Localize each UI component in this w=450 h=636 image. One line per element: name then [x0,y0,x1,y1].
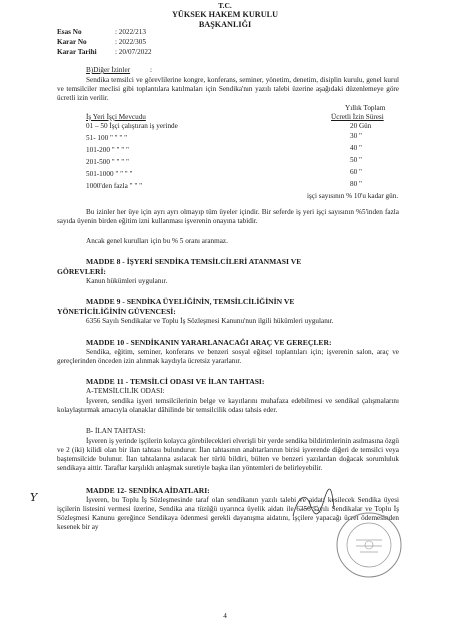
madde-9-body: 6356 Sayılı Sendikalar ve Toplu İş Sözleşmesi Kanunu'nun ilgili hükümleri uygulanır. [86,317,334,325]
table-right-header-2: Ücretli İzin Süresi [331,113,384,121]
table-row-right: 60 " [350,168,362,176]
meta-label: Esas No [57,28,82,36]
madde-8-heading-cont: GÖREVLERİ: [57,267,106,276]
madde-11-sub-b: B- İLAN TAHTASI: [86,427,146,435]
madde-12-body: İşveren, bu Toplu İş Sözleşmesinde taraf olan sendikanın yazılı talebi ve aidatı kesilecek Sendika üyesi işçilerin listesini vermesi üzerine, Sendika ana tüzüğü uyarınca üyelik aidatı ile 6356 sayılı Sendikalar ve Toplu İş Sözleşmesi Kanunu gereğince Sendikaya ödenmesi gerekli dayanışma aidatını, işçilere yapacağı ücret ödemesinden kesenek bir ay [57,496,399,531]
table-row-right: 30 " [350,132,362,140]
madde-9-heading: MADDE 9 - SENDİKA ÜYELİĞİNİN, TEMSİLCİLİĞİNİN VE [86,297,295,306]
madde-11-sub-a: A-TEMSİLCİLİK ODASI: [86,387,165,395]
section-b-para2: Bu izinler her üye için ayrı ayrı olmayıp tüm üyeler içindir. Bir seferde iş yeri işçi sayısının %5'inden fazla sayıda üyenin birden eğitim izni kullanması işverenin onayına tabidir. [57,208,399,225]
madde-11-heading: MADDE 11 - TEMSİLCİ ODASI VE İLAN TAHTASI: [86,377,265,386]
table-row-left: 01 – 50 İşçi çalıştıran iş yerinde [86,122,178,130]
meta-label: Karar Tarihi [57,48,97,56]
page-number: 4 [223,612,227,620]
meta-value: : 2022/305 [115,38,146,46]
margin-initial-mark: Y [30,491,38,504]
header-line1: YÜKSEK HAKEM KURULU [172,10,278,19]
meta-label: Karar No [57,38,87,46]
table-row-left: 201-500 " " " " [86,158,129,166]
table-row-left: 501-1000 " " " " [86,170,133,178]
table-left-header: İş Yeri İşçi Mevcudu [86,113,146,121]
table-footer: işçi sayısının % 10'u kadar gün. [307,192,399,200]
meta-value: : 20/07/2022 [115,48,152,56]
meta-value: : 2022/213 [115,28,146,36]
header-tc: T.C. [218,1,232,10]
table-row-right: 50 " [350,156,362,164]
table-row-left: 1000'den fazla " " " [86,182,142,190]
section-b-para3: Ancak genel kurulları için bu % 5 oranı aranmaz. [86,237,228,245]
section-b-heading-colon: : [150,66,152,74]
table-row-left: 51- 100 " " " " [86,134,128,142]
madde-8-heading: MADDE 8 - İŞYERİ SENDİKA TEMSİLCİLERİ ATANMASI VE [86,257,302,266]
header-line2: BAŞKANLIĞI [198,20,252,29]
official-seal-stamp [334,510,404,580]
table-right-header-1: Yıllık Toplam [345,104,386,112]
section-b-para: Sendika temsilci ve görevlilerine kongre, konferans, seminer, yönetim, denetim, disiplin kurulu, genel kurul ve temsilciler meclisi gibi toplantılara katılmaları için Sendika'nın yazılı talebi üzerine aşağıdaki düzenlemeye göre ücretli izin verilir. [57,76,399,102]
madde-10-heading: MADDE 10 - SENDİKANIN YARARLANACAĞI ARAÇ VE GEREÇLER: [86,338,332,347]
table-row-right: 40 " [350,144,362,152]
table-row-right: 20 Gün [350,122,372,130]
madde-10-body: Sendika, eğitim, seminer, konferans ve benzeri sosyal eğitsel toplantıları için; işverenin salon, araç ve gereçlerinden önceden izin alınmak kaydıyla ücretsiz yararlanır. [57,348,399,365]
madde-12-heading: MADDE 12- SENDİKA AİDATLARI: [86,486,210,495]
madde-8-body: Kanun hükümleri uygulanır. [86,277,168,285]
table-row-left: 101-200 " " " " [86,146,129,154]
madde-9-heading-cont: YÖNETİCİLİĞİNİN GÜVENCESİ: [57,307,176,316]
signature-mark [288,486,338,526]
madde-11-body-b: İşveren iş yerinde işçilerin kolayca görebilecekleri elverişli bir yerde sendika bildirimlerinin asılmasına özgü ve 2 (iki) kilidi olan bir ilan tahtası bulundurur. İlan tahtasının anahtarlarının birisi işverende diğeri de temsilci veya baştemsilcide bulunur. İlan tahtalarına asılacak her türlü bildiri, bülten ve benzeri yazılardan doğacak sorumluluk sendikaya aittir. Taraflar karşılıklı anlaşmak suretiyle başka ilan yöntemleri de belirleyebilir. [57,437,399,472]
madde-11-body-a: İşveren, sendika işyeri temsilcilerinin belge ve kayıtlarını muhafaza edebilmesi ve sendikal çalışmalarını kolaylaştırmak amacıyla olanaklar dâhilinde bir temsilcilik odası tahsis eder. [57,397,399,414]
table-row-right: 80 " [350,180,362,188]
section-b-heading: B)Diğer İzinler [86,66,131,74]
